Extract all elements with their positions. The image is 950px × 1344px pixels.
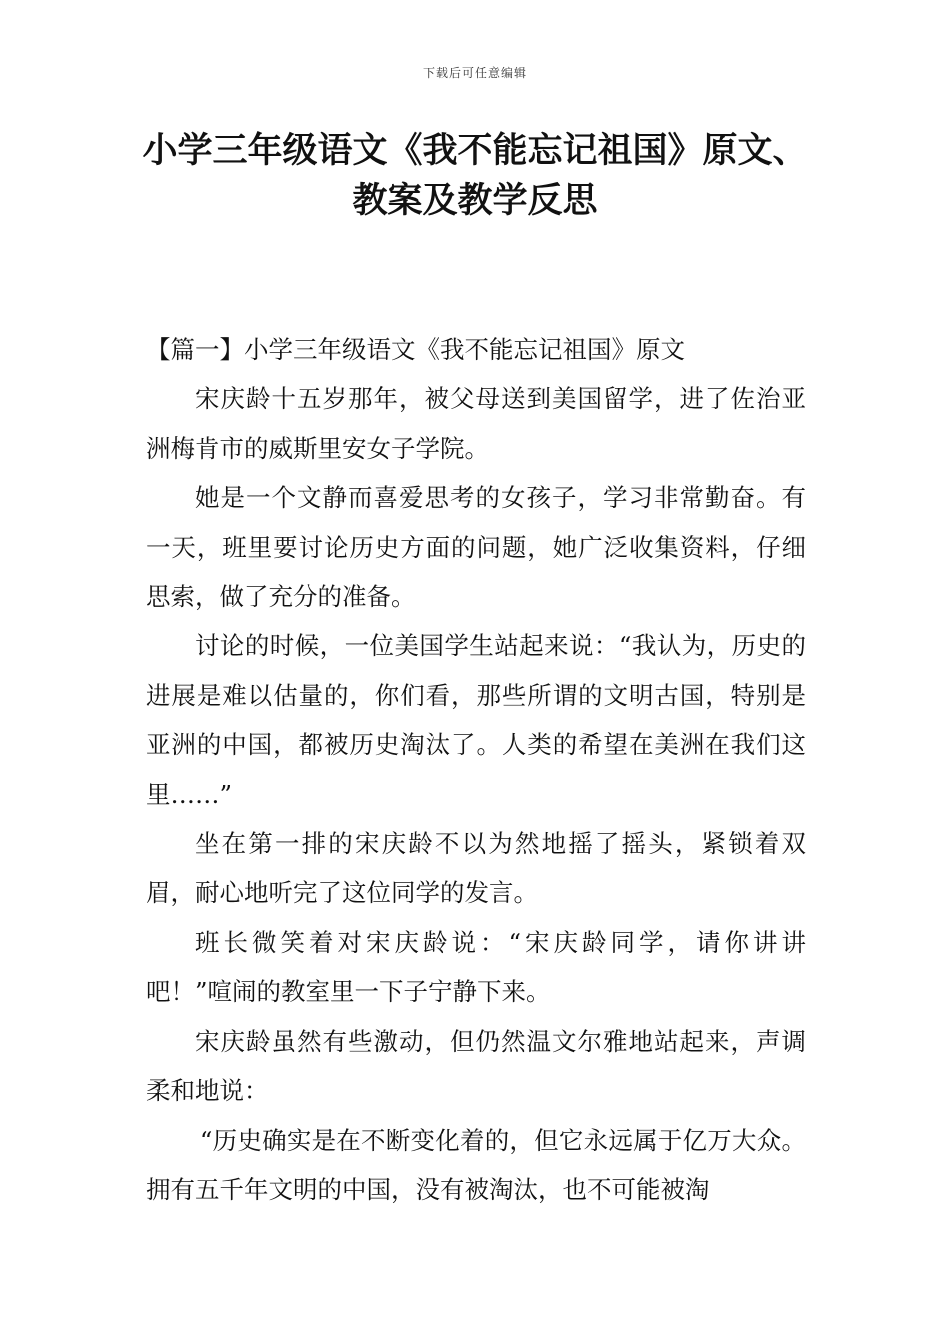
paragraph-3: 讨论的时候，一位美国学生站起来说：“我认为，历史的进展是难以估量的，你们看，那些所谓的文明古国，特别是亚洲的中国，都被历史淘汰了。人类的希望在美洲在我们这里……”: [146, 631, 806, 809]
header-note: 下载后可任意编辑: [422, 66, 527, 80]
paragraph-1: 宋庆龄十五岁那年，被父母送到美国留学，进了佐治亚洲梅肯市的威斯里安女子学院。: [146, 384, 806, 463]
paragraph-6: 宋庆龄虽然有些激动，但仍然温文尔雅地站起来，声调柔和地说：: [146, 1026, 806, 1106]
paragraph-5: 班长微笑着对宋庆龄说：“宋庆龄同学，请你讲讲吧！”喧闹的教室里一下子宁静下来。: [146, 927, 806, 1007]
title-line-1: 小学三年级语文《我不能忘记祖国》原文、: [142, 131, 808, 171]
title-line-2: 教案及教学反思: [352, 181, 598, 221]
section-heading: 【篇一】小学三年级语文《我不能忘记祖国》原文: [146, 335, 685, 364]
paragraph-2: 她是一个文静而喜爱思考的女孩子，学习非常勤奋。有一天，班里要讨论历史方面的问题，她广泛收集资料，仔细思索，做了充分的准备。: [146, 483, 806, 612]
paragraph-7: “历史确实是在不断变化着的，但它永远属于亿万大众。拥有五千年文明的中国，没有被淘汰，也不可能被淘: [146, 1125, 806, 1204]
page-title: [110, 126, 840, 226]
document-body: [146, 325, 806, 1214]
paragraph-4: 坐在第一排的宋庆龄不以为然地摇了摇头，紧锁着双眉，耐心地听完了这位同学的发言。: [146, 829, 806, 908]
